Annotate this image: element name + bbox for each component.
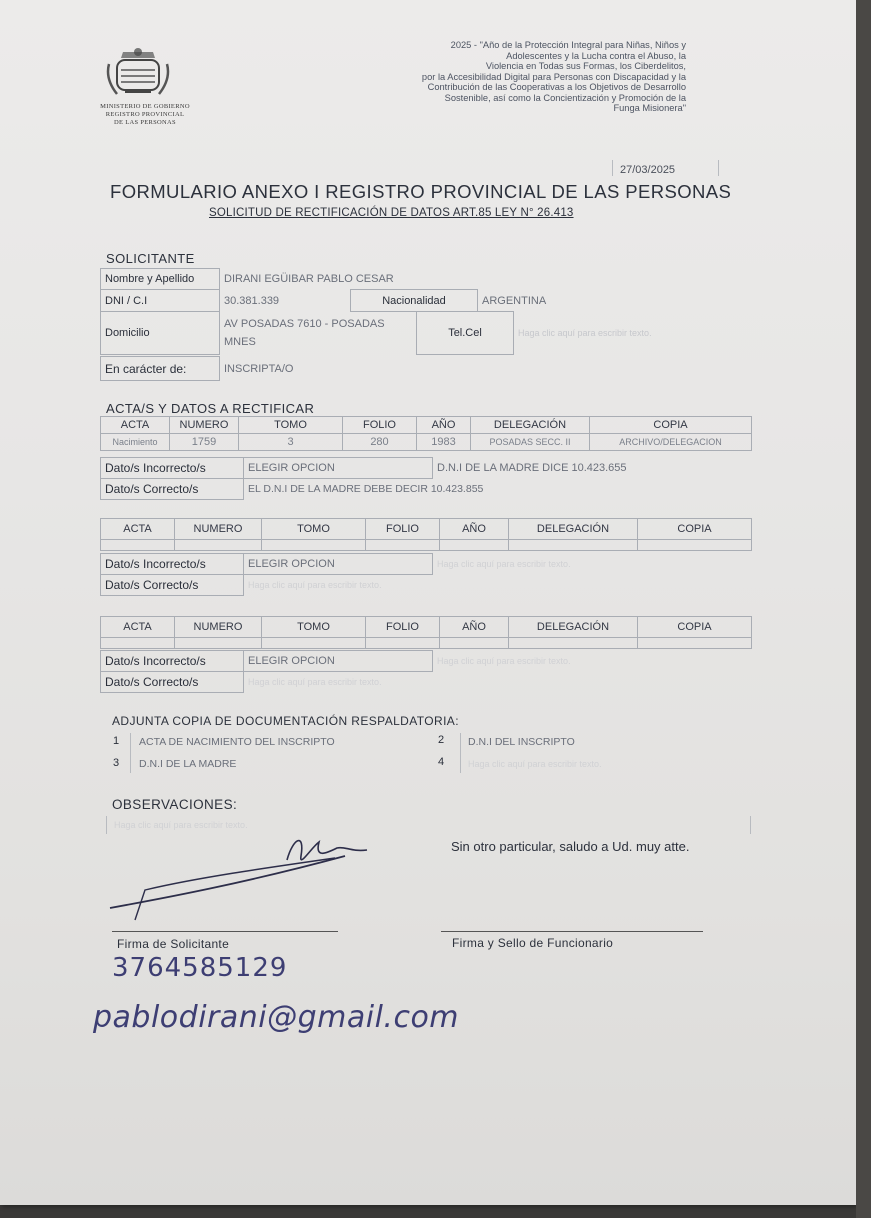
domicilio-label: Domicilio (101, 312, 220, 355)
correct-label: Dato/s Correcto/s (101, 672, 244, 693)
adjunta-num: 2 (438, 734, 445, 746)
col-folio: FOLIO (366, 617, 440, 638)
nacionalidad-field[interactable]: ARGENTINA (482, 294, 547, 307)
col-acta: ACTA (101, 617, 175, 638)
incorrect-label: Dato/s Incorrecto/s (101, 554, 244, 575)
col-copia: COPIA (638, 617, 752, 638)
handwritten-phone: 3764585129 (112, 953, 288, 983)
caracter-field[interactable]: INSCRIPTA/O (224, 362, 294, 375)
actas-title: ACTA/S Y DATOS A RECTIFICAR (106, 401, 315, 416)
domicilio-row (100, 311, 656, 355)
form-subtitle: SOLICITUD DE RECTIFICACIÓN DE DATOS ART.85 LEY N° 26.413 (209, 207, 574, 219)
correct-field[interactable]: Haga clic aquí para escribir texto. (248, 580, 382, 591)
observaciones-field[interactable]: Haga clic aquí para escribir texto. (114, 820, 248, 830)
dni-row (100, 289, 550, 312)
closing-text: Sin otro particular, saludo a Ud. muy atte. (451, 839, 690, 854)
col-anio: AÑO (440, 519, 509, 540)
ministry-line: MINISTERIO DE GOBIERNO (100, 103, 190, 110)
firma-solicitante-label: Firma de Solicitante (117, 937, 230, 951)
nombre-label: Nombre y Apellido (101, 269, 220, 290)
acta-tomo[interactable]: 3 (239, 434, 343, 451)
caracter-label: En carácter de: (101, 357, 220, 381)
acta-folio[interactable]: 280 (343, 434, 417, 451)
block2-rows (100, 553, 752, 596)
incorrect-label: Dato/s Incorrecto/s (101, 458, 244, 479)
adjunta-item[interactable]: ACTA DE NACIMIENTO DEL INSCRIPTO (139, 736, 335, 748)
block1-rows (100, 457, 752, 500)
correct-label: Dato/s Correcto/s (101, 479, 244, 500)
domicilio-line: MNES (224, 336, 256, 348)
adjunta-num: 4 (438, 756, 445, 768)
block3-rows (100, 650, 752, 693)
domicilio-line: AV POSADAS 7610 - POSADAS (224, 318, 385, 330)
adjunta-num: 1 (113, 735, 120, 747)
year-motto (306, 40, 686, 114)
incorrect-field[interactable]: D.N.I DE LA MADRE DICE 10.423.655 (437, 462, 627, 474)
solicitante-table (100, 268, 426, 290)
form-date[interactable]: 27/03/2025 (620, 164, 676, 176)
dni-label: DNI / C.I (101, 290, 220, 312)
nombre-field[interactable]: DIRANI EGÜIBAR PABLO CESAR (224, 273, 394, 285)
col-delegacion: DELEGACIÓN (471, 417, 590, 434)
incorrect-select[interactable]: ELEGIR OPCION (244, 554, 433, 575)
correct-field[interactable]: EL D.N.I DE LA MADRE DEBE DECIR 10.423.855 (248, 483, 484, 496)
observaciones-title: OBSERVACIONES: (112, 797, 238, 812)
telcel-label: Tel.Cel (417, 312, 514, 355)
adjunta-item[interactable]: Haga clic aquí para escribir texto. (468, 759, 602, 769)
incorrect-field[interactable]: Haga clic aquí para escribir texto. (437, 559, 571, 569)
col-numero: NUMERO (170, 417, 239, 434)
dni-field[interactable]: 30.381.339 (224, 294, 280, 307)
incorrect-field[interactable]: Haga clic aquí para escribir texto. (437, 656, 571, 666)
correct-field[interactable]: Haga clic aquí para escribir texto. (248, 677, 382, 688)
col-numero: NUMERO (175, 617, 262, 638)
col-anio: AÑO (417, 417, 471, 434)
signature-icon (105, 828, 375, 928)
col-tomo: TOMO (262, 617, 366, 638)
background-edge (856, 0, 871, 1218)
nacionalidad-label: Nacionalidad (351, 290, 478, 312)
acta-tipo[interactable]: Nacimiento (101, 434, 170, 451)
firma-funcionario-label: Firma y Sello de Funcionario (452, 936, 614, 950)
telcel-field[interactable]: Haga clic aquí para escribir texto. (518, 328, 652, 338)
col-delegacion: DELEGACIÓN (509, 519, 638, 540)
acta-copia[interactable]: ARCHIVO/DELEGACION (590, 434, 752, 451)
actas-table-2 (100, 518, 752, 551)
motto-line: Adolescentes y la Lucha contra el Abuso, la (506, 50, 686, 61)
col-folio: FOLIO (343, 417, 417, 434)
domicilio-field[interactable] (220, 312, 417, 355)
motto-line: 2025 - "Año de la Protección Integral para Niñas, Niños y (450, 40, 686, 50)
col-folio: FOLIO (366, 519, 440, 540)
correct-label: Dato/s Correcto/s (101, 575, 244, 596)
motto-line: Violencia en Todas sus Formas, los Ciberdelitos, (485, 61, 686, 71)
solicitante-title: SOLICITANTE (106, 251, 195, 266)
acta-delegacion[interactable]: POSADAS SECC. II (471, 434, 590, 451)
col-acta: ACTA (101, 417, 170, 434)
ministry-line: DE LAS PERSONAS (114, 119, 176, 126)
motto-line: Funga Misionera" (613, 103, 686, 113)
caracter-row (100, 356, 297, 381)
handwritten-email: pablodirani@gmail.com (93, 1000, 460, 1035)
ministry-line: REGISTRO PROVINCIAL (105, 111, 185, 118)
adjunta-title: ADJUNTA COPIA DE DOCUMENTACIÓN RESPALDATORIA: (112, 714, 459, 728)
actas-table-1 (100, 416, 752, 451)
acta-anio[interactable]: 1983 (417, 434, 471, 451)
col-numero: NUMERO (175, 519, 262, 540)
motto-line: Contribución de las Cooperativas a los Objetivos de Desarrollo (427, 82, 686, 92)
incorrect-select[interactable]: ELEGIR OPCION (244, 651, 433, 672)
col-tomo: TOMO (239, 417, 343, 434)
col-anio: AÑO (440, 617, 509, 638)
ministry-name (80, 103, 210, 127)
col-copia: COPIA (590, 417, 752, 434)
actas-table-3 (100, 616, 752, 649)
motto-line: Sostenible, así como la Concientización y Promoción de la (444, 92, 686, 103)
adjunta-item[interactable]: D.N.I DE LA MADRE (139, 758, 237, 770)
col-acta: ACTA (101, 519, 175, 540)
col-tomo: TOMO (262, 519, 366, 540)
form-title: FORMULARIO ANEXO I REGISTRO PROVINCIAL DE LAS PERSONAS (110, 181, 732, 202)
adjunta-item[interactable]: D.N.I DEL INSCRIPTO (468, 736, 575, 748)
col-copia: COPIA (638, 519, 752, 540)
col-delegacion: DELEGACIÓN (509, 617, 638, 638)
acta-numero[interactable]: 1759 (170, 434, 239, 451)
motto-line: por la Accesibilidad Digital para Personas con Discapacidad y la (421, 71, 686, 82)
incorrect-select[interactable]: ELEGIR OPCION (244, 458, 433, 479)
province-seal-icon (103, 44, 173, 104)
incorrect-label: Dato/s Incorrecto/s (101, 651, 244, 672)
adjunta-num: 3 (113, 757, 120, 769)
